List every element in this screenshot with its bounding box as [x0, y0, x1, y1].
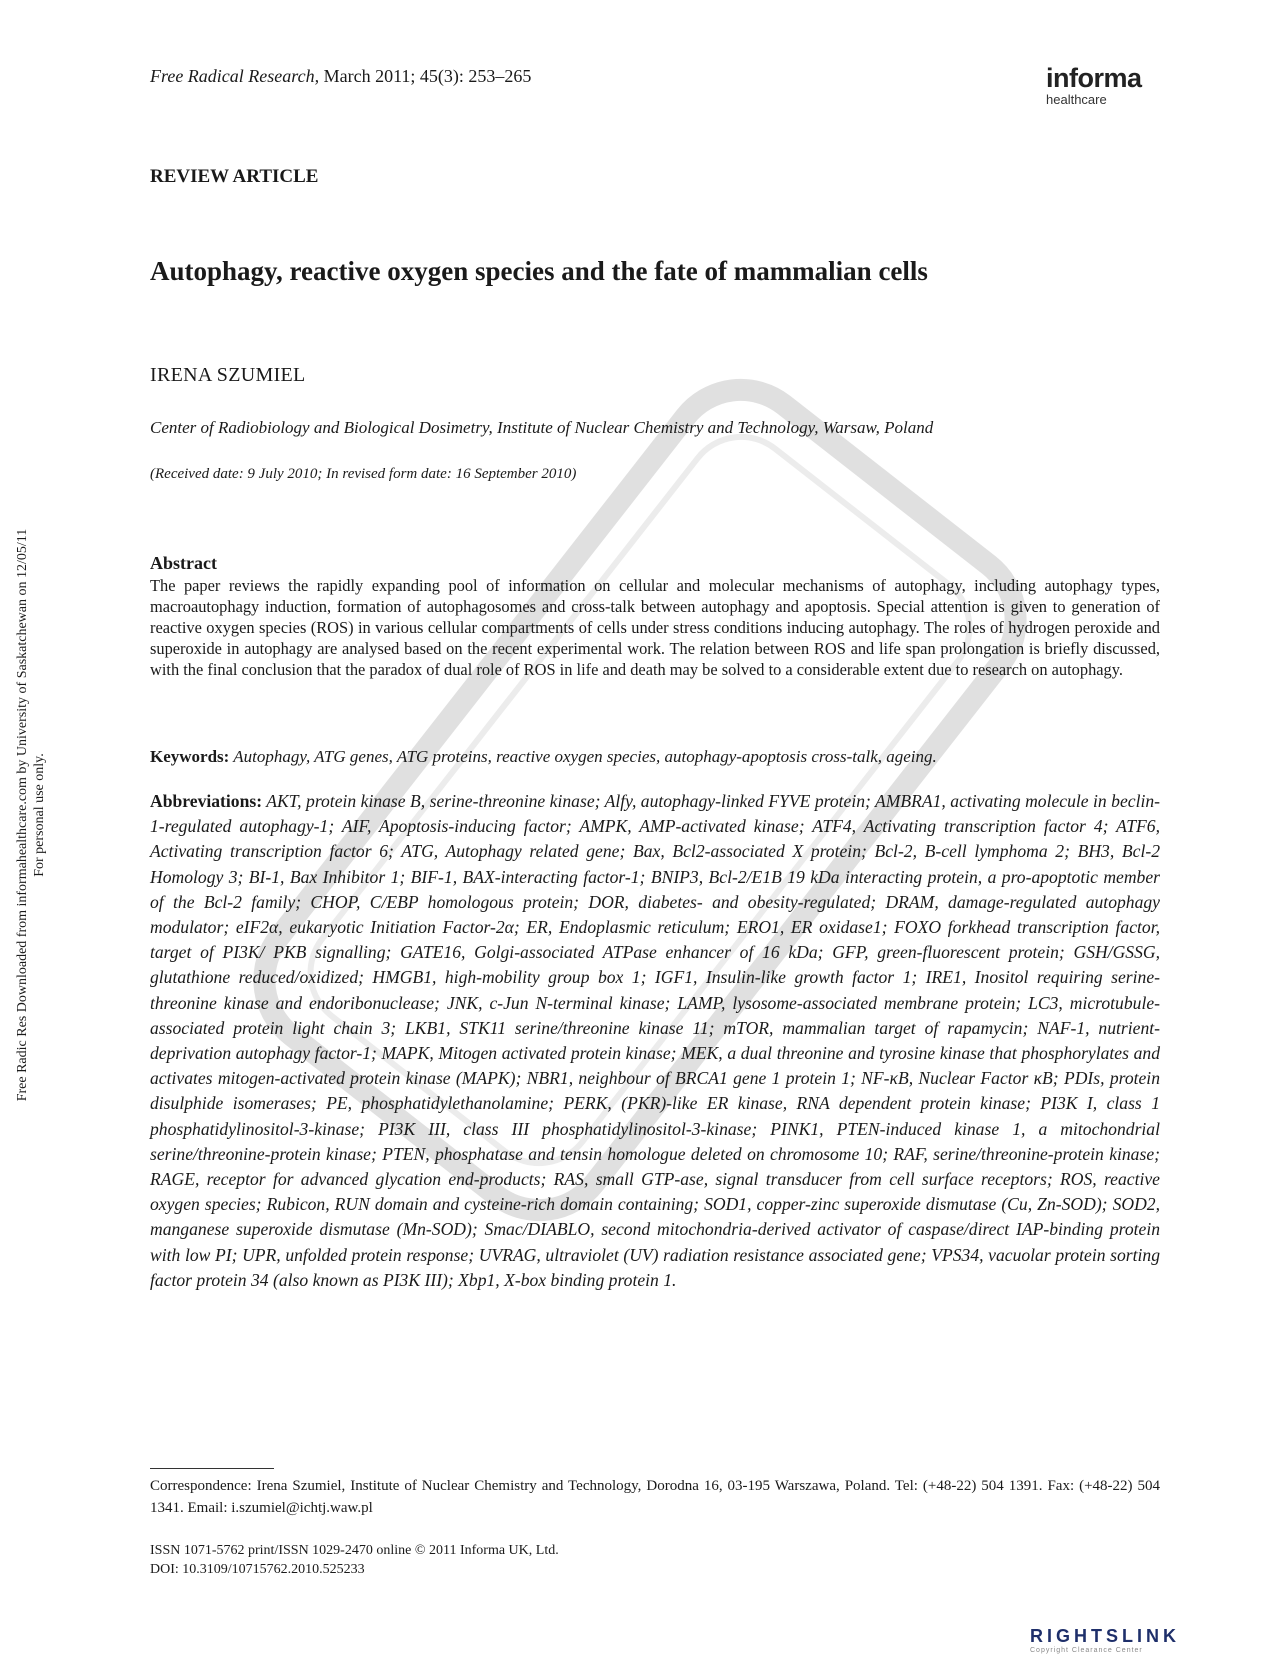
- sidebar-line-1: Free Radic Res Downloaded from informahealthcare.com by University of Saskatchewan on 12/05/11: [15, 528, 30, 1102]
- download-sidebar: [14, 455, 48, 1175]
- issn-line: ISSN 1071-5762 print/ISSN 1029-2470 online © 2011 Informa UK, Ltd.: [150, 1543, 559, 1558]
- publisher-logo: [1046, 64, 1166, 108]
- publisher-logo-text: informa: [1046, 63, 1142, 93]
- received-dates: (Received date: 9 July 2010; In revised form date: 16 September 2010): [150, 466, 577, 482]
- rightslink-text: RIGHTSLINK: [1030, 1626, 1180, 1646]
- correspondence-note: Correspondence: Irena Szumiel, Institute of Nuclear Chemistry and Technology, Dorodna 16, 03-195 Warszawa, Poland. Tel: (+48-22) 504 1391. Fax: (+48-22) 504 1341. Email: i.szumiel@ichtj.waw.pl: [150, 1478, 1160, 1516]
- abstract-heading: Abstract: [150, 553, 217, 573]
- author-name: IRENA SZUMIEL: [150, 364, 306, 386]
- footnote-divider: [150, 1468, 274, 1469]
- keywords-label: Keywords:: [150, 747, 230, 766]
- abbreviations-text: AKT, protein kinase B, serine-threonine kinase; Alfy, autophagy-linked FYVE protein; AMBRA1, activating molecule in beclin-1-regulated autophagy-1; AIF, Apoptosis-inducing factor; AMPK, AMP-activated kinase; ATF4, Activating transcription factor 4; ATF6, Activating transcription factor 6; ATG, Autophagy related gene; Bax, Bcl2-associated X protein; Bcl-2, B-cell lymphoma 2; BH3, Bcl-2 Homology 3; BI-1, Bax Inhibitor 1; BIF-1, BAX-interacting factor-1; BNIP3, Bcl-2/E1B 19 kDa interacting protein, a pro-apoptotic member of the Bcl-2 family; CHOP, C/EBP homologous protein; DOR, diabetes- and obesity-regulated; DRAM, damage-regulated autophagy modulator; eIF2α, eukaryotic Initiation Factor-2α; ER, Endoplasmic reticulum; ERO1, ER oxidase1; FOXO forkhead transcription factor, target of PI3K/ PKB signalling; GATE16, Golgi-associated ATPase enhancer of 16 kDa; GFP, green-fluorescent protein; GSH/GSSG, glutathione reduced/oxidized; HMGB1, high-mobility group box 1; IGF1, Insulin-like growth factor 1; IRE1, Inositol requiring serine-threonine kinase and endoribonuclease; JNK, c-Jun N-terminal kinase; LAMP, lysosome-associated membrane protein; LC3, microtubule-associated protein light chain 3; LKB1, STK11 serine/threonine kinase 11; mTOR, mammalian target of rapamycin; NAF-1, nutrient-deprivation autophagy factor-1; MAPK, Mitogen activated protein kinase; MEK, a dual threonine and tyrosine kinase that phosphorylates and activates mitogen-activated protein kinase (MAPK); NBR1, neighbour of BRCA1 gene 1 protein 1; NF-κB, Nuclear Factor κB; PDIs, protein disulphide isomerases; PE, phosphatidylethanolamine; PERK, (PKR)-like ER kinase, RNA dependent protein kinase; PI3K I, class 1 phosphatidylinositol-3-kinase; PI3K III, class III phosphatidylinositol-3-kinase; PINK1, PTEN-induced kinase 1, a mitochondrial serine/threonine-protein kinase; PTEN, phosphatase and tensin homologue deleted on chromosome 10; RAF, serine/threonine-protein kinase; RAGE, receptor for advanced glycation end-products; RAS, small GTP-ase, signal transducer from cell surface receptors; ROS, reactive oxygen species; Rubicon, RUN domain and cysteine-rich domain containing; SOD1, copper-zinc superoxide dismutase (Cu, Zn-SOD); SOD2, manganese superoxide dismutase (Mn-SOD); Smac/DIABLO, second mitochondria-derived activator of caspase/direct IAP-binding protein with low PI; UPR, unfolded protein response; UVRAG, ultraviolet (UV) radiation resistance associated gene; VPS34, vacuolar protein sorting factor protein 34 (also known as PI3K III); Xbp1, X-box binding protein 1.: [150, 791, 1160, 1290]
- doi-line: DOI: 10.3109/10715762.2010.525233: [150, 1562, 365, 1577]
- affiliation: Center of Radiobiology and Biological Dosimetry, Institute of Nuclear Chemistry and Technology, Warsaw, Poland: [150, 418, 934, 437]
- section-label: REVIEW ARTICLE: [150, 166, 319, 187]
- journal-name: Free Radical Research,: [150, 66, 320, 86]
- abbreviations: [150, 789, 1160, 1293]
- rightslink-sub: Copyright Clearance Center: [1030, 1647, 1143, 1654]
- journal-issue: March 2011; 45(3): 253–265: [319, 66, 532, 86]
- abstract-text: The paper reviews the rapidly expanding pool of information on cellular and molecular mechanisms of autophagy, including autophagy types, macroautophagy induction, formation of autophagosomes and cross-talk between autophagy and apoptosis. Special attention is given to generation of reactive oxygen species (ROS) in various cellular compartments of cells under stress conditions inducing autophagy. The roles of hydrogen peroxide and superoxide in autophagy are analysed based on the recent experimental work. The relation between ROS and life span prolongation is briefly discussed, with the final conclusion that the paradox of dual role of ROS in life and death may be solved to a considerable extent due to research on autophagy.: [150, 576, 1160, 679]
- keywords-text: Autophagy, ATG genes, ATG proteins, reactive oxygen species, autophagy-apoptosis cross-talk, ageing.: [229, 747, 937, 766]
- publication-info: [150, 1541, 559, 1579]
- article-title: Autophagy, reactive oxygen species and the fate of mammalian cells: [150, 256, 928, 286]
- keywords: [150, 747, 1160, 767]
- publisher-logo-sub: healthcare: [1046, 92, 1107, 107]
- abbreviations-label: Abbreviations:: [150, 791, 263, 811]
- rightslink-logo: [1030, 1626, 1180, 1654]
- journal-citation: [150, 66, 531, 87]
- sidebar-line-2: For personal use only.: [32, 753, 47, 877]
